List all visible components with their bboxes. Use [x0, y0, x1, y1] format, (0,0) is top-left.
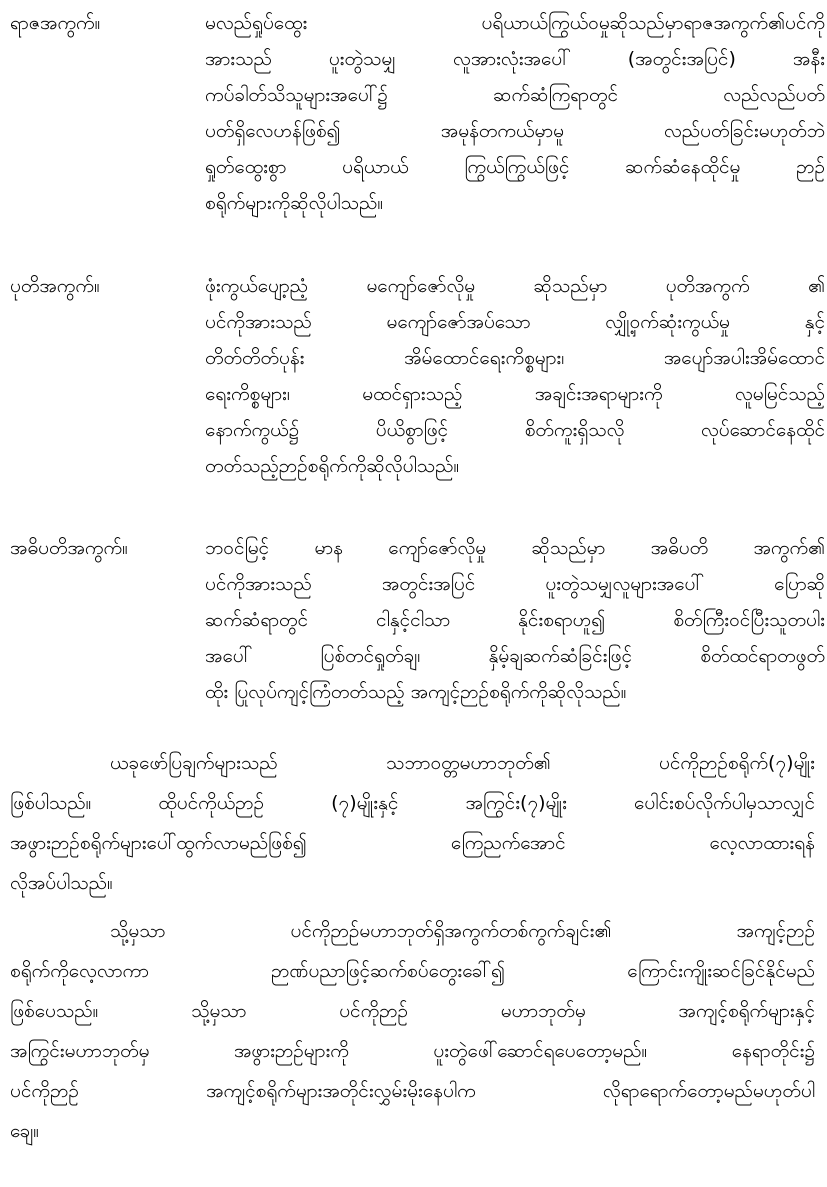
paragraph-line: ချေ။ — [10, 1120, 40, 1142]
paragraph — [10, 918, 815, 1158]
definition-line: ရှုတ်ထွေးစွာ ပရိယာယ် ကြွယ်ကြွယ်ဖြင့် ဆက်ဆံနေထိုင်မှု ဉာဉ် — [205, 156, 825, 178]
paragraph-line: ဖြစ်ပေသည်။ သို့မှသာ ပင်ကိုဉာဉ် မဟာဘုတ်မှ အကျင့်စရိုက်များနှင့် — [10, 1000, 815, 1022]
paragraph-line: အဖွားဉာဉ်စရိုက်များပေါ်ထွက်လာမည်ဖြစ်၍ ကြေညက်အောင် လေ့လာထားရန် — [10, 832, 815, 854]
entry-term: ပုတိအကွက်။ — [10, 275, 100, 297]
entry-definition — [205, 10, 825, 226]
entry-term: အဓိပတိအကွက်။ — [10, 537, 128, 559]
paragraph-line: ပင်ကိုဉာဉ် အကျင့်စရိုက်များအတိုင်းလွှမ်းမိုးနေပါက လိုရာရောက်တော့မည်မဟုတ်ပါ — [10, 1080, 815, 1102]
definition-line: ပတ်ရှိလေဟန်ဖြစ်၍ အမုန်တကယ်မှာမူ လည်ပတ်ခြင်းမဟုတ်ဘဲ — [205, 120, 825, 142]
definition-line: တိတ်တိတ်ပုန်း အိမ်ထောင်ရေးကိစ္စများ၊ အပျော်အပါးအိမ်ထောင် — [205, 347, 825, 369]
definition-line: ထိုး ပြုလုပ်ကျင့်ကြံတတ်သည့် အကျင့်ဉာဉ်စရိုက်ကိုဆိုလိုသည်။ — [205, 681, 627, 703]
definition-line: ဖုံးကွယ်ပျော့ညံ့ မကျော်ဇော်လိုမှု ဆိုသည်မှာ ပုတိအကွက် ၏ — [205, 275, 825, 297]
entry-term: ရာဇအကွက်။ — [10, 12, 101, 34]
definition-line: ရေးကိစ္စများ၊ မထင်ရှားသည့် အချင်းအရာများကို လူမမြင်သည့် — [205, 383, 825, 405]
entry-definition — [205, 535, 825, 715]
paragraph — [10, 750, 815, 910]
paragraph-line: သို့မှသာ ပင်ကိုဉာဉ်မဟာဘုတ်ရှိအကွက်တစ်ကွက်ချင်း၏ အကျင့်ဉာဉ် — [110, 920, 815, 942]
entry-definition — [205, 273, 825, 489]
definition-line: အပေါ် ပြစ်တင်ရှုတ်ချ၊ နှိမ့်ချဆက်ဆံခြင်းဖြင့် စိတ်ထင်ရာတဖွတ် — [205, 645, 825, 667]
definition-line: ပင်ကိုအားသည် မကျော်ဇော်အပ်သော လျှို့ဝှက်ဆုံးကွယ်မှု နှင့် — [205, 311, 825, 333]
definition-line: ကပ်ခါတ်သိသူများအပေါ်၌ ဆက်ဆံကြရာတွင် လည်လည်ပတ် — [205, 84, 825, 106]
paragraph-line: အကြွင်းမဟာဘုတ်မှ အဖွားဉာဉ်များကို ပူးတွဲဖေါ်ဆောင်ရပေတော့မည်။ နေရာတိုင်း၌ — [10, 1040, 815, 1062]
definition-line: စရိုက်များကိုဆိုလိုပါသည်။ — [205, 192, 384, 214]
paragraph-line: လိုအပ်ပါသည်။ — [10, 872, 113, 894]
definition-line: အားသည် ပူးတွဲသမျှ လူအားလုံးအပေါ် (အတွင်းအပြင်) အနီး — [205, 48, 825, 70]
definition-line: ပင်ကိုအားသည် အတွင်းအပြင် ပူးတွဲသမျှလူများအပေါ် ပြောဆို — [205, 573, 825, 595]
paragraph-line: ဖြစ်ပါသည်။ ထိုပင်ကိုယ်ဉာဉ် (၇)မျိုးနှင့် အကြွင်း(၇)မျိုး ပေါင်းစပ်လိုက်ပါမှသာလျှင် — [10, 792, 815, 814]
definition-line: တတ်သည့်ဉာဉ်စရိုက်ကိုဆိုလိုပါသည်။ — [205, 455, 460, 477]
definition-line: ဘဝင်မြင့် မာန ကျော်ဇော်လိုမှု ဆိုသည်မှာ အဓိပတိ အကွက်၏ — [205, 537, 825, 559]
paragraph-line: စရိုက်ကိုလေ့လာကာ ဉာဏ်ပညာဖြင့်ဆက်စပ်တွေးခေါ်၍ ကြောင်းကျိုးဆင်ခြင်နိုင်မည် — [10, 960, 815, 982]
definition-line: ဆက်ဆံရာတွင် ငါနှင့်ငါသာ နိုင်းစရာဟူ၍ စိတ်ကြီးဝင်ပြီးသူတပါး — [205, 609, 825, 631]
definition-line: နောက်ကွယ်၌ ပိယိစွာဖြင့် စိတ်ကူးရှိသလို လုပ်ဆောင်နေထိုင် — [205, 419, 825, 441]
paragraph-line: ယခုဖော်ပြချက်များသည် သဘာဝတ္တမဟာဘုတ်၏ ပင်ကိုဉာဉ်စရိုက်(၇)မျိုး — [110, 752, 815, 774]
definition-line: မလည်ရှုပ်ထွေး ပရိယာယ်ကြွယ်ဝမှုဆိုသည်မှာရာဇအကွက်၏ပင်ကို — [205, 12, 825, 34]
